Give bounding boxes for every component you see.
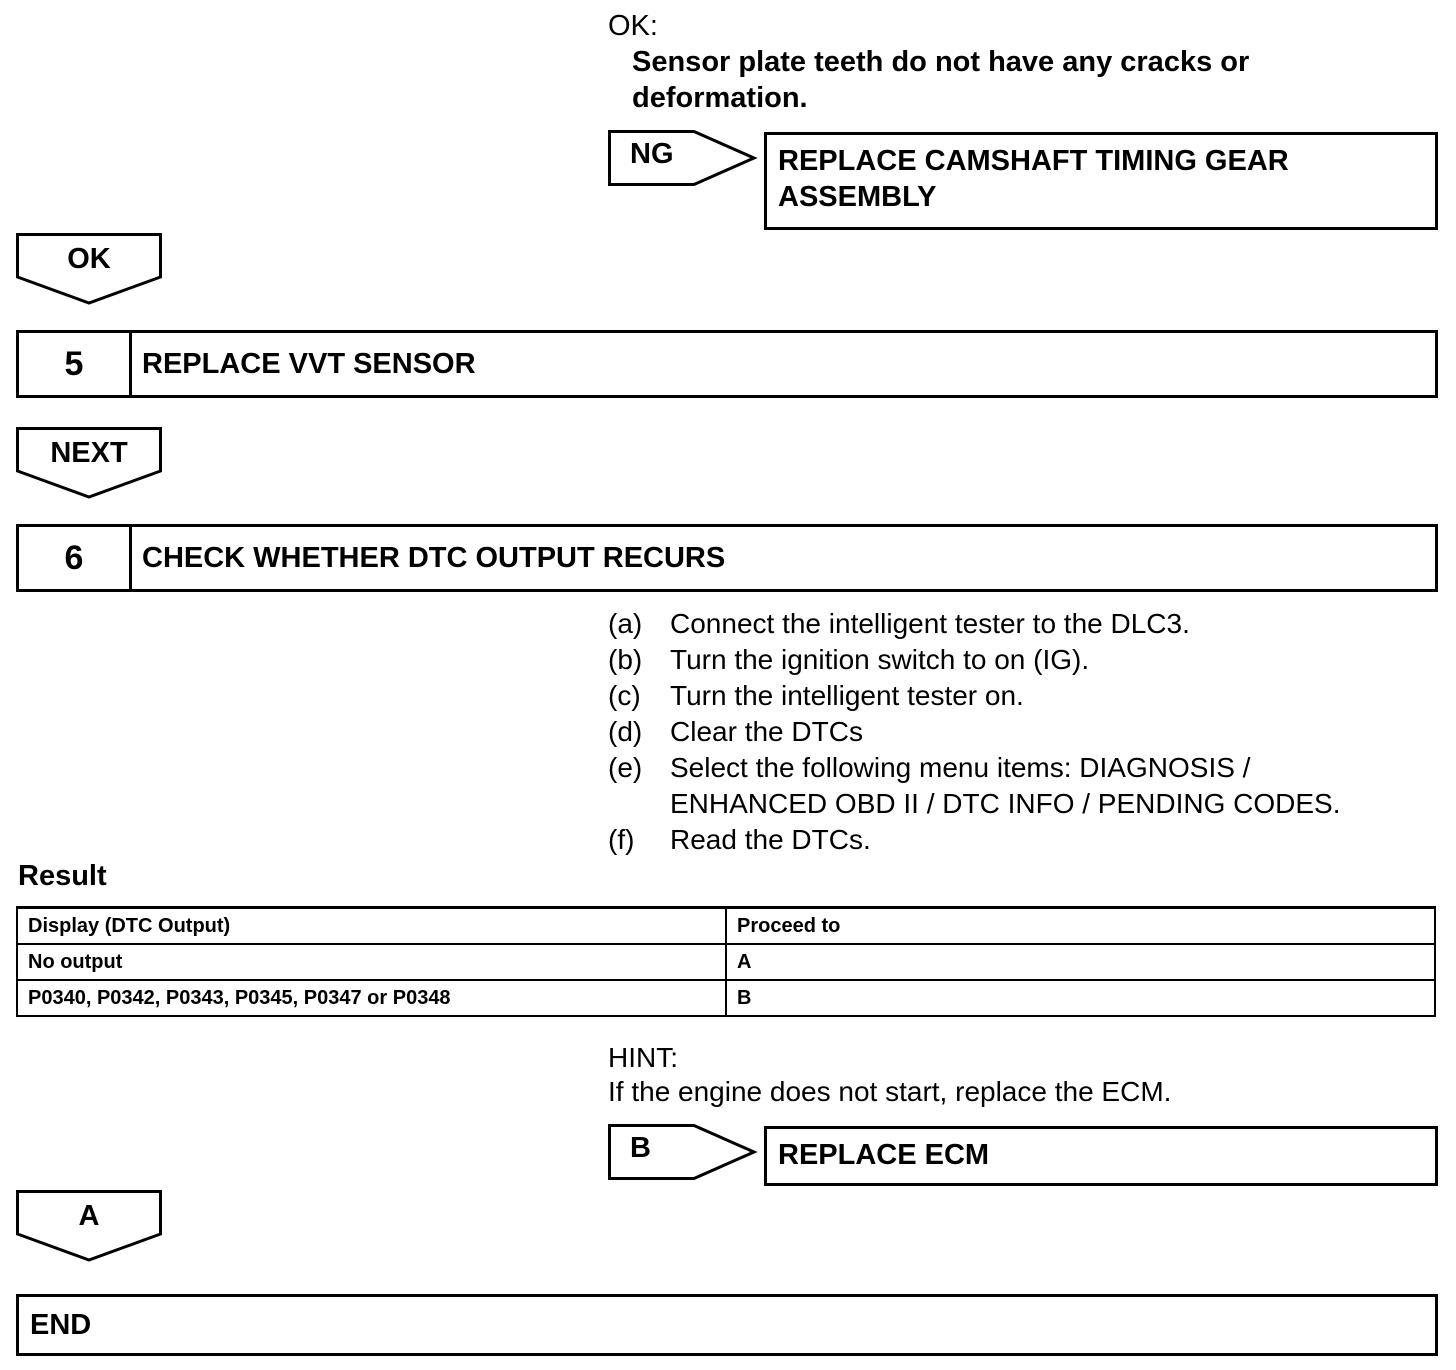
step-5-number: 5 <box>19 333 132 395</box>
table-header-row <box>17 908 1435 945</box>
end-label: END <box>30 1309 92 1341</box>
table-header-cell: Display (DTC Output) <box>17 908 726 945</box>
procedure-item-label: (f) <box>608 824 635 855</box>
procedure-item-text: Connect the intelligent tester to the DLC3. <box>670 608 1190 639</box>
table-header-cell: Proceed to <box>726 908 1435 945</box>
b-branch-tag: B <box>630 1132 651 1164</box>
ng-action-box <box>764 132 1438 230</box>
end-box <box>16 1294 1438 1356</box>
b-branch-arrow <box>608 1124 758 1180</box>
table-row <box>17 944 1435 980</box>
ng-branch-tag: NG <box>630 138 674 170</box>
procedure-item-text: Turn the ignition switch to on (IG). <box>670 644 1090 675</box>
ok-spec-label: OK: <box>608 10 658 42</box>
procedure-item-label: (c) <box>608 680 641 711</box>
procedure-item <box>608 678 1428 714</box>
table-cell: B <box>726 980 1435 1016</box>
hint-label: HINT: <box>608 1042 678 1073</box>
procedure-item-label: (b) <box>608 644 643 675</box>
procedure-item-text <box>670 750 1428 822</box>
procedure-item <box>608 606 1428 642</box>
procedure-item <box>608 642 1428 678</box>
result-table <box>16 906 1436 1017</box>
procedure-item-text: Clear the DTCs <box>670 716 863 747</box>
table-row <box>17 980 1435 1016</box>
flow-next-arrow <box>16 427 162 499</box>
step-6-row <box>16 524 1438 592</box>
table-cell: A <box>726 944 1435 980</box>
result-heading: Result <box>18 860 107 892</box>
procedure-item-text: Turn the intelligent tester on. <box>670 680 1024 711</box>
b-action-box <box>764 1126 1438 1186</box>
flow-a-label: A <box>78 1200 100 1232</box>
ok-spec-line2: deformation. <box>632 82 808 114</box>
procedure-item-label: (d) <box>608 716 643 747</box>
procedure-item <box>608 714 1428 750</box>
ng-action-line2: ASSEMBLY <box>778 181 937 213</box>
step-5-row <box>16 330 1438 398</box>
b-action-text: REPLACE ECM <box>778 1139 990 1171</box>
flow-ok-arrow <box>16 233 162 305</box>
flow-a-arrow <box>16 1190 162 1262</box>
hint-text: If the engine does not start, replace the ECM. <box>608 1076 1172 1107</box>
step-6-number: 6 <box>19 527 132 589</box>
procedure-item-text-line2: ENHANCED OBD II / DTC INFO / PENDING CODES. <box>670 788 1341 819</box>
ng-branch-arrow <box>608 130 758 186</box>
table-cell: P0340, P0342, P0343, P0345, P0347 or P0348 <box>17 980 726 1016</box>
step-5-title: REPLACE VVT SENSOR <box>142 347 476 380</box>
procedure-list <box>608 606 1428 858</box>
flow-next-label: NEXT <box>50 437 128 469</box>
step-6-title: CHECK WHETHER DTC OUTPUT RECURS <box>142 541 726 574</box>
ng-action-line1: REPLACE CAMSHAFT TIMING GEAR <box>778 145 1289 177</box>
procedure-item-label: (e) <box>608 752 643 783</box>
procedure-item-text: Read the DTCs. <box>670 824 871 855</box>
table-cell: No output <box>17 944 726 980</box>
flow-ok-label: OK <box>67 243 111 275</box>
procedure-item <box>608 822 1428 858</box>
procedure-item <box>608 750 1428 822</box>
procedure-item-text-line1: Select the following menu items: DIAGNOSIS / <box>670 752 1251 783</box>
procedure-item-label: (a) <box>608 608 643 639</box>
ok-spec-line1: Sensor plate teeth do not have any cracks or <box>632 46 1250 78</box>
